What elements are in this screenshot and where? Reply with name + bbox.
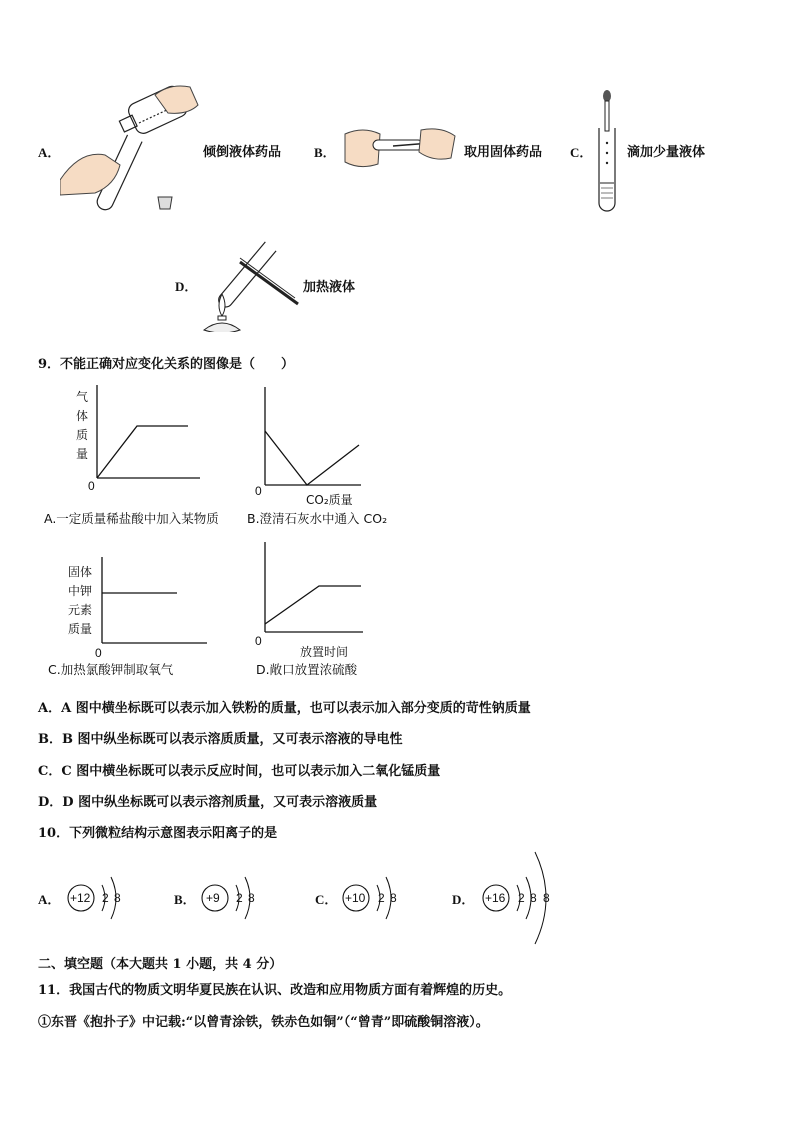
graph-a-ylabel-line: 质 xyxy=(76,428,89,442)
dropper-test-tube-illustration xyxy=(596,88,618,213)
graph-b-xlabel: CO₂质量 xyxy=(306,493,353,507)
nucleus-charge: +16 xyxy=(485,891,506,905)
graph-a-ylabel-line: 量 xyxy=(76,447,89,461)
graph-d-xlabel: 放置时间 xyxy=(300,645,349,659)
option-caption: 加热液体 xyxy=(303,280,356,295)
option-letter: A． xyxy=(38,145,61,160)
graph-c-plot xyxy=(95,553,210,648)
shell-electrons: 2 xyxy=(236,891,243,905)
shell-electrons: 2 xyxy=(518,891,525,905)
graph-c-ylabel-line: 固体 xyxy=(68,565,93,579)
graph-a-ylabel-line: 气 xyxy=(76,390,89,404)
graph-a-caption: A.一定质量稀盐酸中加入某物质 xyxy=(44,511,219,526)
graph-b-plot xyxy=(255,383,365,493)
option-caption: 滴加少量液体 xyxy=(627,145,706,160)
option-letter: A． xyxy=(38,892,61,907)
graph-c-ylabel-line: 元素 xyxy=(68,603,93,617)
shell-electrons: 8 xyxy=(114,891,121,905)
q11-stem: 11．我国古代的物质文明华夏民族在认识、改造和应用物质方面有着辉煌的历史。 xyxy=(38,983,512,998)
shell-electrons: 8 xyxy=(530,891,537,905)
q9-option-c[interactable]: C．C 图中横坐标既可以表示反应时间，也可以表示加入二氧化锰质量 xyxy=(38,764,441,779)
nucleus-charge: +9 xyxy=(206,891,220,905)
q11-part1: ①东晋《抱扑子》中记载:“以曾青涂铁，铁赤色如铜”（“曾青”即硫酸铜溶液）。 xyxy=(38,1015,489,1030)
option-letter: D． xyxy=(175,279,198,294)
graph-d-plot xyxy=(255,538,367,638)
nucleus-charge: +10 xyxy=(345,891,366,905)
graph-c-ylabel-line: 质量 xyxy=(68,622,93,636)
nucleus-charge: +12 xyxy=(70,891,91,905)
graph-b-caption: B.澄清石灰水中通入 CO₂ xyxy=(247,511,388,526)
shell-electrons: 2 xyxy=(378,891,385,905)
graph-b-origin: 0 xyxy=(255,484,262,498)
graph-c-ylabel xyxy=(68,563,92,639)
pouring-liquid-illustration xyxy=(60,75,200,220)
q9-option-a[interactable]: A．A 图中横坐标既可以表示加入铁粉的质量，也可以表示加入部分变质的苛性钠质量 xyxy=(38,701,531,716)
option-caption: 取用固体药品 xyxy=(464,145,543,160)
section-heading: 二、填空题（本大题共 1 小题，共 4 分） xyxy=(38,957,283,972)
q9-stem: 9．不能正确对应变化关系的图像是（ ） xyxy=(38,357,295,372)
q10-stem: 10．下列微粒结构示意图表示阳离子的是 xyxy=(38,826,278,841)
graph-c-caption: C.加热氯酸钾制取氧气 xyxy=(48,662,174,677)
graph-d-origin: 0 xyxy=(255,634,262,648)
solid-reagent-illustration xyxy=(343,122,458,172)
heating-liquid-illustration xyxy=(200,232,300,332)
graph-b-curve xyxy=(265,431,359,485)
q9-option-d[interactable]: D．D 图中纵坐标既可以表示溶剂质量，又可表示溶液质量 xyxy=(38,795,378,810)
shell-electrons: 2 xyxy=(102,891,109,905)
graph-a-ylabel-line: 体 xyxy=(76,409,89,423)
graph-a-origin: 0 xyxy=(88,479,95,493)
option-letter: B． xyxy=(314,145,336,160)
option-letter: C． xyxy=(315,892,338,907)
graph-a-curve xyxy=(97,426,188,478)
graph-c-origin: 0 xyxy=(95,646,102,660)
shell-electrons: 8 xyxy=(248,891,255,905)
q9-option-b[interactable]: B．B 图中纵坐标既可以表示溶质质量，又可表示溶液的导电性 xyxy=(38,732,403,747)
graph-d-curve xyxy=(265,586,361,624)
option-letter: C． xyxy=(570,145,593,160)
graph-a-plot xyxy=(85,380,205,490)
shell-electrons: 8 xyxy=(543,891,550,905)
option-letter: B． xyxy=(174,892,196,907)
graph-d-caption: D.敞口放置浓硫酸 xyxy=(256,662,358,677)
option-caption: 倾倒液体药品 xyxy=(203,145,282,160)
shell-electrons: 8 xyxy=(390,891,397,905)
graph-c-ylabel-line: 中钾 xyxy=(68,584,93,598)
option-letter: D． xyxy=(452,892,475,907)
